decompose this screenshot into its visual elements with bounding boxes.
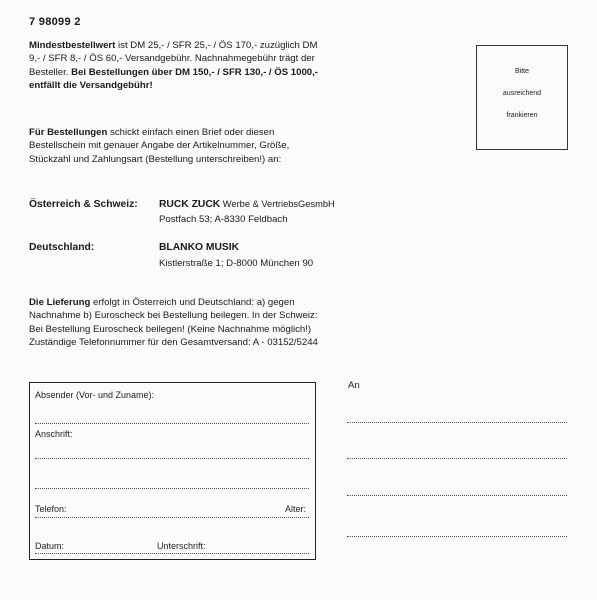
address-label: Anschrift: xyxy=(35,429,73,439)
recipient-label: An xyxy=(348,380,360,391)
stamp-text-line: ausreichend xyxy=(502,90,542,97)
address-line-austria: Postfach 53; A-8330 Feldbach xyxy=(159,214,288,225)
minimum-order-paragraph xyxy=(29,39,319,93)
ordering-text: schickt einfach einen Brief oder diesen Bestellschein mit genauer Angabe der Artikelnummer, Größe, Stückzahl und Zahlungsart (Bestellung unterschreiben!) an: xyxy=(29,127,290,165)
company-name-rest: Werbe & VertriebsGesmbH xyxy=(220,199,335,209)
stamp-text-line: Bitte xyxy=(514,68,529,75)
recipient-line-2[interactable] xyxy=(347,458,567,459)
free-shipping-note: Bei Bestellungen über DM 150,- / SFR 130,- / ÖS 1000,- entfällt die Versandgebühr! xyxy=(29,66,318,92)
ordering-instructions-paragraph xyxy=(29,126,319,166)
sender-name-label: Absender (Vor- und Zuname): xyxy=(35,390,155,400)
minimum-order-text: ist DM 25,- / SFR 25,- / ÖS 170,- zuzüglich DM 9,- / SFR 8,- / ÖS 60,- Versandgebühr. Nachnahmegebühr trägt der Besteller. xyxy=(29,40,318,78)
stamp-box xyxy=(476,45,568,150)
date-label: Datum: xyxy=(35,541,65,551)
company-name: RUCK ZUCK xyxy=(159,199,221,210)
address-company-blanko-musik xyxy=(159,242,239,253)
delivery-heading: Die Lieferung xyxy=(29,297,91,308)
address-field-line-2[interactable] xyxy=(35,488,309,489)
stamp-text-line: frankieren xyxy=(506,112,538,119)
date-signature-field[interactable] xyxy=(35,553,309,554)
address-field-line-1[interactable] xyxy=(35,458,309,459)
sender-name-field[interactable] xyxy=(35,423,309,424)
phone-field[interactable] xyxy=(35,517,309,518)
delivery-text: erfolgt in Österreich und Deutschland: a) gegen Nachnahme b) Euroscheck bei Bestellung beilegen. In der Schweiz: Bei Bestellung Euroscheck beilegen! (Keine Nachnahme möglich!) Zuständige Telefonnummer für den Gesamtversand: A - 03152/5244 xyxy=(29,297,318,349)
signature-label: Unterschrift: xyxy=(157,541,206,551)
address-line-germany: Kistlerstraße 1; D-8000 München 90 xyxy=(159,258,314,269)
address-region-austria-switzerland: Österreich & Schweiz: xyxy=(29,199,138,210)
catalog-number: 7 98099 2 xyxy=(29,16,81,28)
ordering-heading: Für Bestellungen xyxy=(29,127,108,138)
sender-form-box xyxy=(29,382,316,560)
address-region-germany: Deutschland: xyxy=(29,242,95,253)
address-company-ruck-zuck xyxy=(159,199,335,210)
age-label: Alter: xyxy=(285,504,307,514)
phone-label: Telefon: xyxy=(35,504,67,514)
delivery-paragraph xyxy=(29,296,319,350)
recipient-line-1[interactable] xyxy=(347,422,567,423)
company-name: BLANKO MUSIK xyxy=(159,242,240,253)
recipient-line-4[interactable] xyxy=(347,536,567,537)
minimum-order-heading: Mindestbestellwert xyxy=(29,40,116,51)
recipient-line-3[interactable] xyxy=(347,495,567,496)
